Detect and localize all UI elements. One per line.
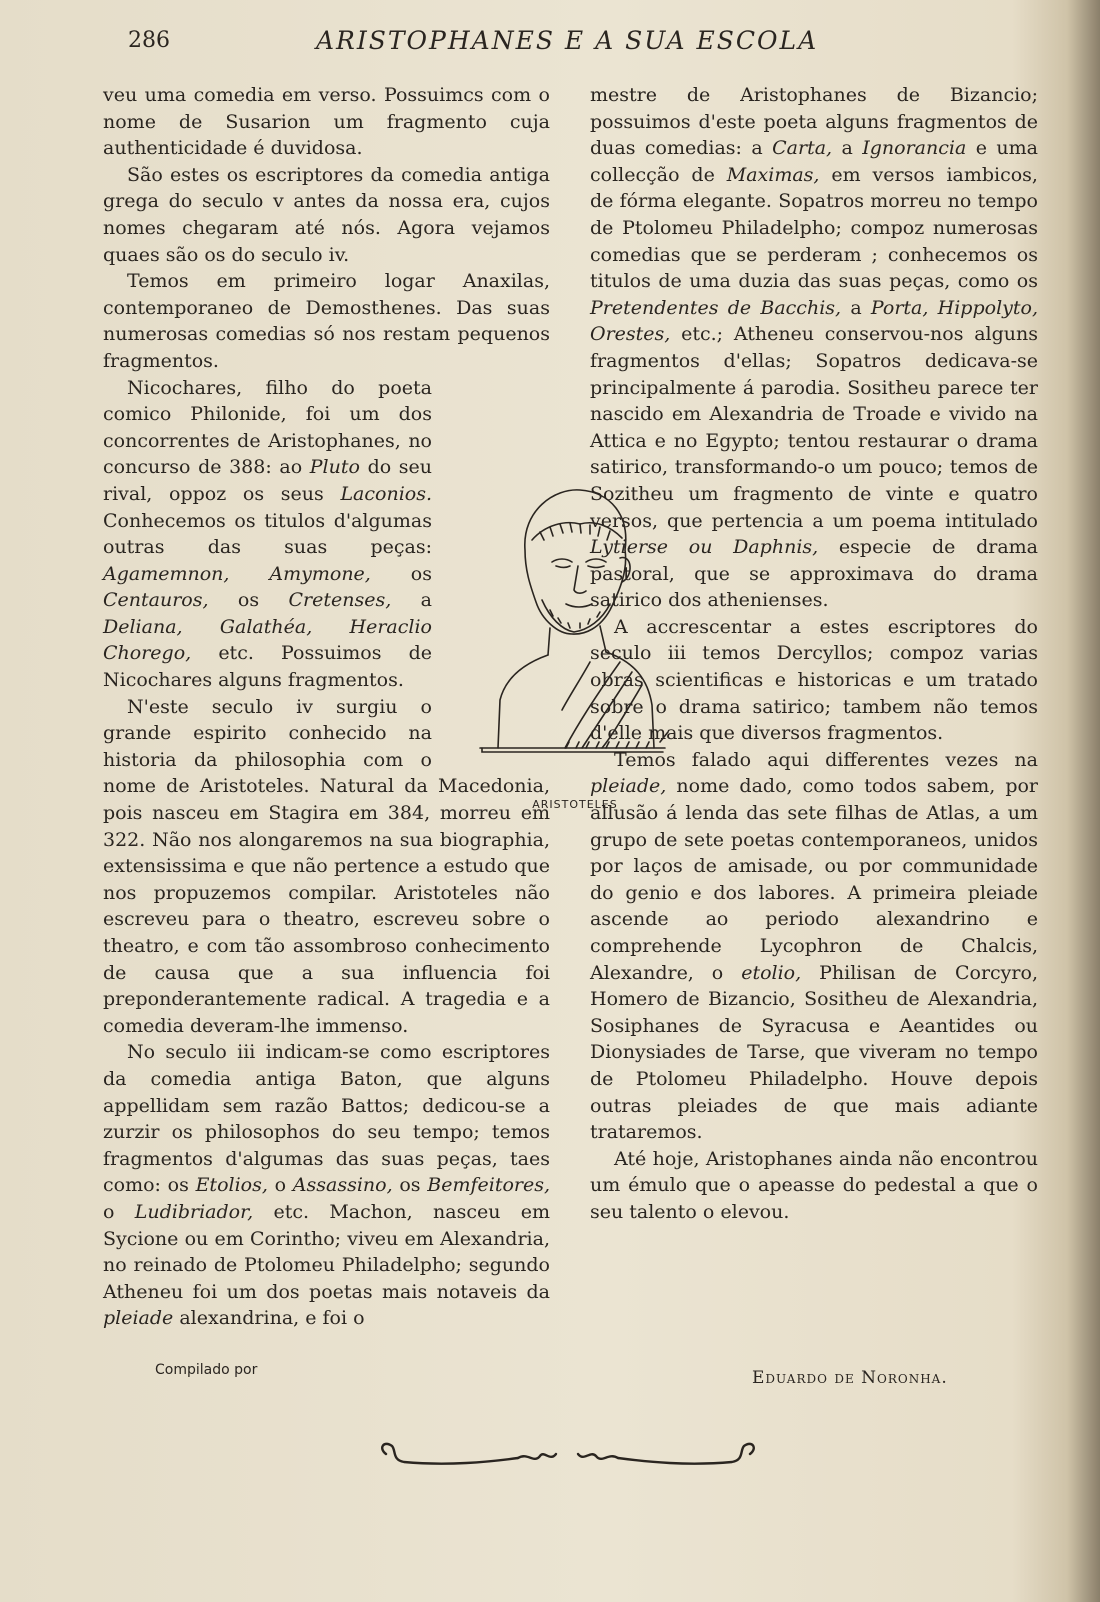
- left-paragraph-4: Nicochares, filho do poeta comico Philonide, foi um dos concorrentes de Aristophanes, no concurso de 388: ao Pluto do seu rival, oppoz os seus Laconios. Conhecemos os titulos d'algumas outras das suas peças: Agamemnon, Amymone, os Centauros, os Cretenses, a Deliana, Galathéa, Heraclio Chorego, etc. Possuimos de Nicochares alguns fragmentos.: [103, 376, 433, 692]
- ornament-divider-icon: [378, 1438, 758, 1478]
- left-paragraph-2: São estes os escriptores da comedia antiga grega do seculo v antes da nossa era, cujos nomes chegaram até nós. Agora vejamos quaes são os do seculo iv.: [103, 163, 550, 266]
- running-title: ARISTOPHANES E A SUA ESCOLA: [316, 26, 819, 55]
- left-paragraph-3: Temos em primeiro logar Anaxilas, contemporaneo de Demosthenes. Das suas numerosas comedias só nos restam pequenos fragmentos.: [103, 270, 550, 372]
- right-paragraph-3: Temos falado aqui differentes vezes na pleiade, nome dado, como todos sabem, por allusão á lenda das sete filhas de Atlas, a um grupo de sete poetas contemporaneos, unidos por laços de amisade, ou por communidade do genio e dos labores. A primeira pleiade ascende ao periodo alexandrino e comprehende Lycophron de Chalcis, Alexandre, o etolio, Philisan de Corcyro, Homero de Bizancio, Sositheu de Alexandria, Sosiphanes de Syracusa e Aeantides ou Dionysiades de Tarse, que viveram no tempo de Ptolomeu Philadelpho. Houve depois outras pleiades de que mais adiante trataremos.: [590, 748, 1039, 1144]
- compiled-by-label: Compilado por: [155, 1362, 258, 1378]
- left-paragraph-5: N'este seculo iv surgiu o grande espirito conhecido na historia da philosophia com o nome de Aristoteles. Natural da Macedonia, pois nasceu em Stagira em 384, morreu em 322. Não nos alongaremos na sua biographia, extensissima e que não pertence a estudo que nos propuzemos compilar. Aristoteles não escreveu para o theatro, escreveu sobre o theatro, e com tão assombroso conhecimento de causa que a sua influencia foi preponderantemente radical. A tragedia e a comedia deveram-lhe immenso.: [103, 695, 550, 1037]
- page-header: [128, 22, 828, 62]
- aristotle-figure: [470, 480, 680, 820]
- figure-caption: ARISTOTELES: [532, 798, 618, 811]
- page-number: 286: [128, 28, 170, 53]
- aristotle-bust-icon: [470, 480, 680, 790]
- author-signature: Eduardo de Noronha.: [752, 1368, 948, 1388]
- right-paragraph-4: Até hoje, Aristophanes ainda não encontrou um émulo que o apeasse do pedestal a que o seu talento o elevou.: [590, 1147, 1038, 1223]
- right-paragraph-2: A accrescentar a estes escriptores do seculo iii temos Dercyllos; compoz varias obras scientificas e historicas e um tratado sobre o drama satirico; tambem não temos d'elle mais que diversos fragmentos.: [590, 615, 1038, 745]
- right-paragraph-1: mestre de Aristophanes de Bizancio; possuimos d'este poeta alguns fragmentos de duas comedias: a Carta, a Ignorancia e uma collecção de Maximas, em versos iambicos, de fórma elegante. Sopatros morreu no tempo de Ptolomeu Philadelpho; compoz numerosas comedias que se perderam ; conhecemos os titulos de uma duzia das suas peças, como os Pretendentes de Bacchis, a Porta, Hippolyto, Orestes, etc.; Atheneu conservou-nos alguns fragmentos d'ellas; Sopatros dedicava-se principalmente á parodia. Sositheu parece ter nascido em Alexandria de Troade e vivido na Attica e no Egypto; tentou restaurar o drama satirico, transformando-o um pouco; temos de Sozitheu um fragmento de vinte e quatro versos, que pertencia a um poema intitulado Lytierse ou Daphnis, especie de drama pastoral, que se approximava do drama satirico dos athenienses.: [590, 84, 1038, 612]
- left-paragraph-1: veu uma comedia em verso. Possuimcs com o nome de Susarion um fragmento cuja authenticidade é duvidosa.: [103, 84, 550, 160]
- left-paragraph-6: No seculo iii indicam-se como escriptores da comedia antiga Baton, que alguns appellidam sem razão Battos; dedicou-se a zurzir os philosophos do seu tempo; temos fragmentos d'algumas das suas peças, taes como: os Etolios, o Assassino, os Bemfeitores, o Ludibriador, etc. Machon, nasceu em Sycione ou em Corintho; viveu em Alexandria, no reinado de Ptolomeu Philadelpho; segundo Atheneu foi um dos poetas mais notaveis da pleiade alexandrina, e foi o: [103, 1041, 551, 1330]
